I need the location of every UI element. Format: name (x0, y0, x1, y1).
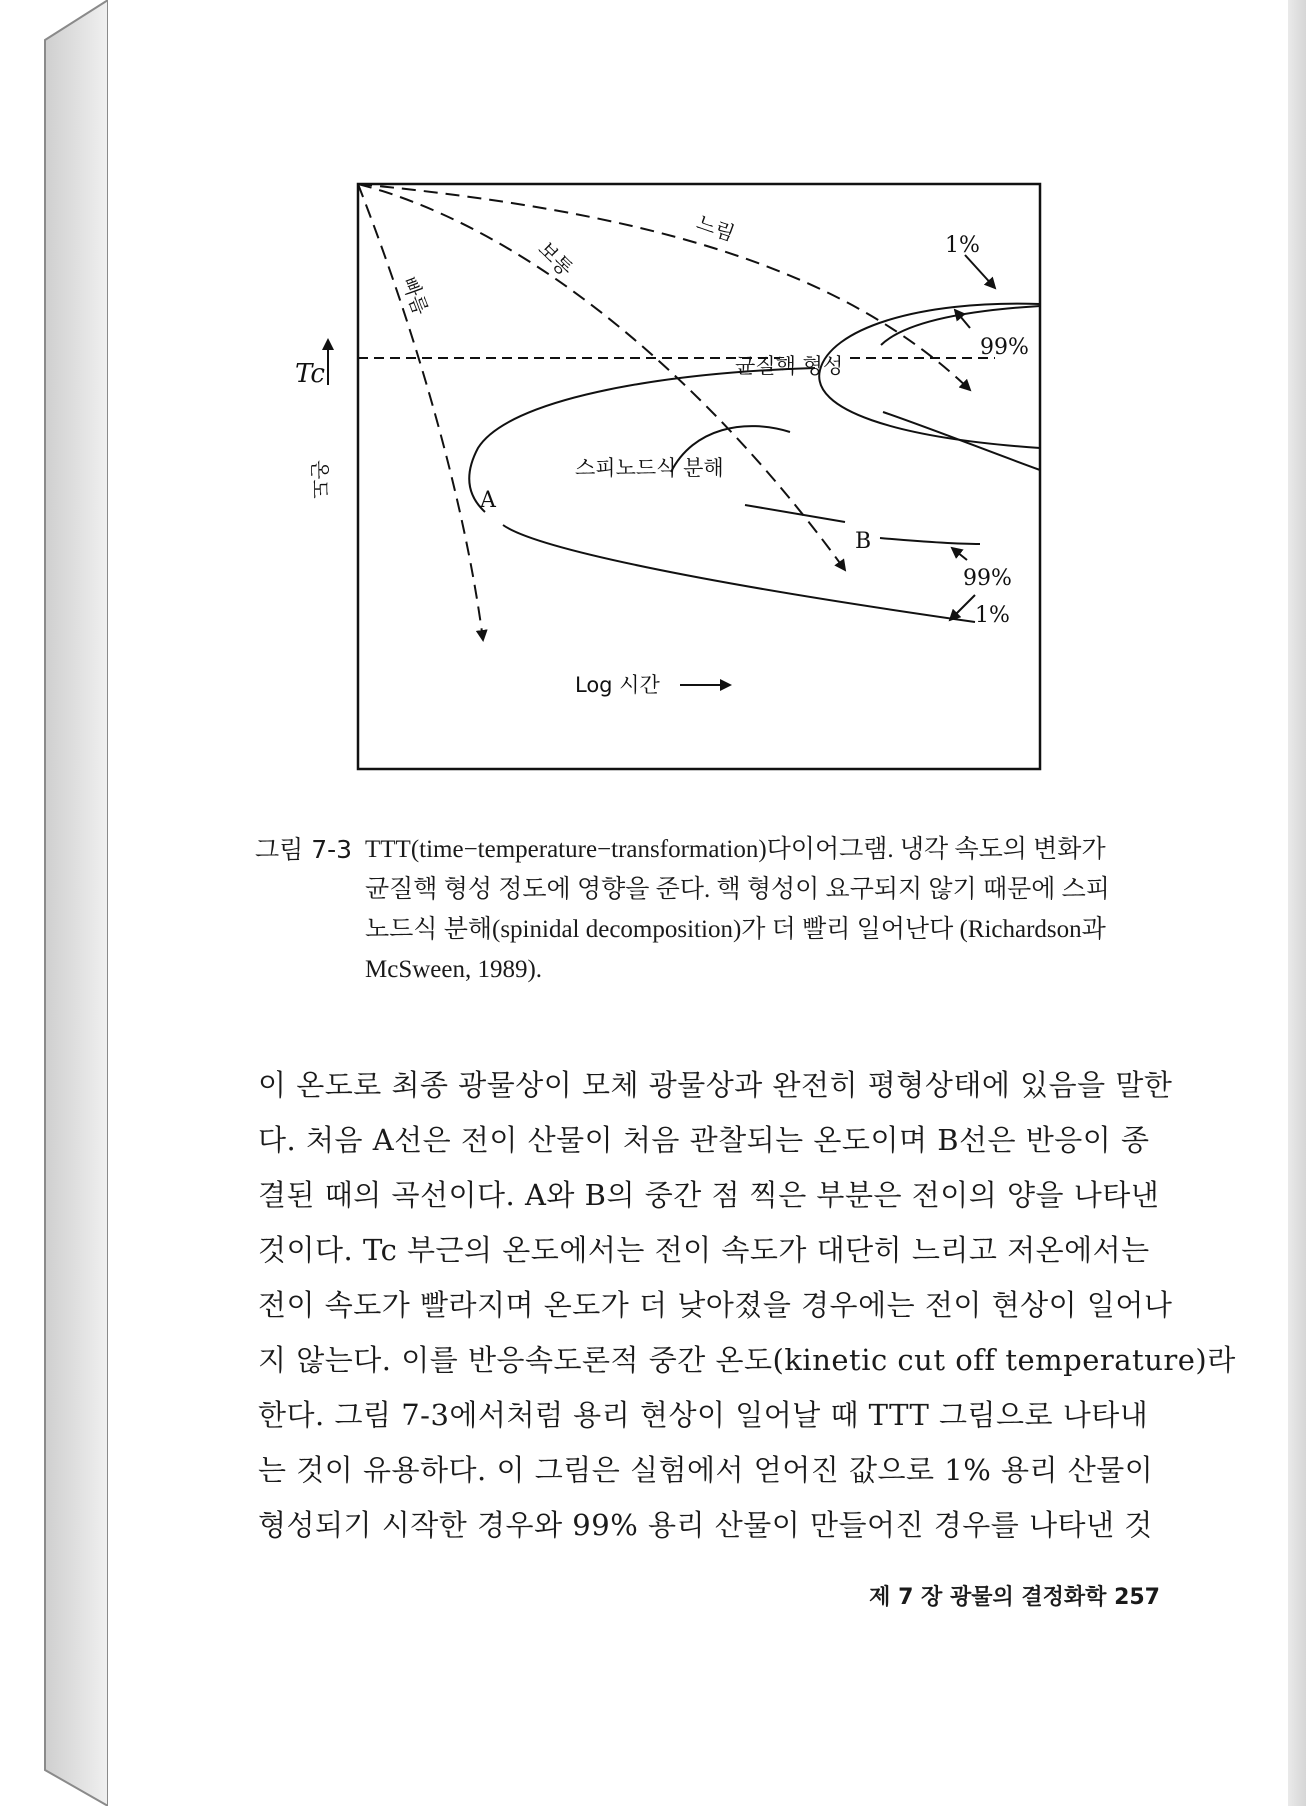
ttt-diagram (275, 170, 1175, 810)
arrow-bottom-1pct (950, 595, 975, 620)
body-line: 이 온도로 최종 광물상이 모체 광물상과 완전히 평형상태에 있음을 말한 (258, 1068, 1173, 1102)
page-number: 257 (1114, 1585, 1160, 1610)
top-99pct-label: 99% (980, 335, 1029, 360)
caption-line: McSween, 1989). (365, 956, 543, 983)
body-line: 전이 속도가 빨라지며 온도가 더 낮아졌을 경우에는 전이 현상이 일어나 (258, 1288, 1173, 1322)
spinodal-upper-curve (469, 368, 815, 512)
nucleation-label: 균질핵 형성 (735, 354, 844, 378)
nucleation-99pct-lower (883, 412, 1040, 470)
bottom-99pct-label: 99% (963, 566, 1012, 591)
body-paragraph (258, 1058, 1236, 1553)
body-line: 형성되기 시작한 경우와 99% 용리 산물이 만들어진 경우를 나타낸 것 (258, 1508, 1153, 1542)
caption-text (365, 830, 1155, 990)
cooling-path-fast (358, 184, 483, 640)
b-curve (880, 538, 980, 544)
arrow-bottom-99pct (952, 548, 967, 560)
body-line: 지 않는다. 이를 반응속도론적 중간 온도(kinetic cut off temperature)라 (258, 1343, 1236, 1377)
curve-fast-label: 빠름 (397, 273, 434, 319)
chapter-title: 제 7 장 광물의 결정화학 (869, 1585, 1107, 1610)
top-1pct-label: 1% (945, 233, 980, 258)
spinodal-label-line (745, 505, 845, 522)
curve-slow-label: 느림 (693, 210, 738, 246)
body-line: 것이다. Tc 부근의 온도에서는 전이 속도가 대단히 느리고 저온에서는 (258, 1233, 1150, 1267)
temp-axis-label: 온도 (308, 460, 332, 499)
point-b-label: B (855, 529, 872, 554)
arrow-top-1pct (965, 255, 995, 288)
spinodal-label: 스피노드식 분해 (575, 456, 724, 480)
body-line: 한다. 그림 7-3에서처럼 용리 현상이 일어날 때 TTT 그림으로 나타내 (258, 1398, 1149, 1432)
nucleation-1pct-curve (819, 304, 1040, 448)
caption-line: TTT(time−temperature−transformation)다이어그램. 냉각 속도의 변화가 (365, 836, 1106, 863)
point-a-label: A (480, 488, 496, 513)
bottom-1pct-label: 1% (975, 603, 1010, 628)
body-line: 는 것이 유용하다. 이 그림은 실험에서 얻어진 값으로 1% 용리 산물이 (258, 1453, 1154, 1487)
tc-label: Tc (295, 359, 325, 389)
time-axis-label: Log 시간 (575, 673, 660, 697)
caption-line: 노드식 분해(spinidal decomposition)가 더 빨리 일어난다 (Richardson과 (365, 916, 1106, 943)
caption-line: 균질핵 형성 정도에 영향을 준다. 핵 형성이 요구되지 않기 때문에 스피 (365, 876, 1110, 903)
caption-label: 그림 7-3 (255, 835, 353, 864)
body-line: 결된 때의 곡선이다. A와 B의 중간 점 찍은 부분은 전이의 양을 나타낸 (258, 1178, 1160, 1212)
cooling-path-slow (358, 184, 970, 390)
page-footer (830, 1580, 1160, 1611)
curve-medium-label: 보통 (533, 236, 578, 281)
body-line: 다. 처음 A선은 전이 산물이 처음 관찰되는 온도이며 B선은 반응이 종 (258, 1123, 1150, 1157)
